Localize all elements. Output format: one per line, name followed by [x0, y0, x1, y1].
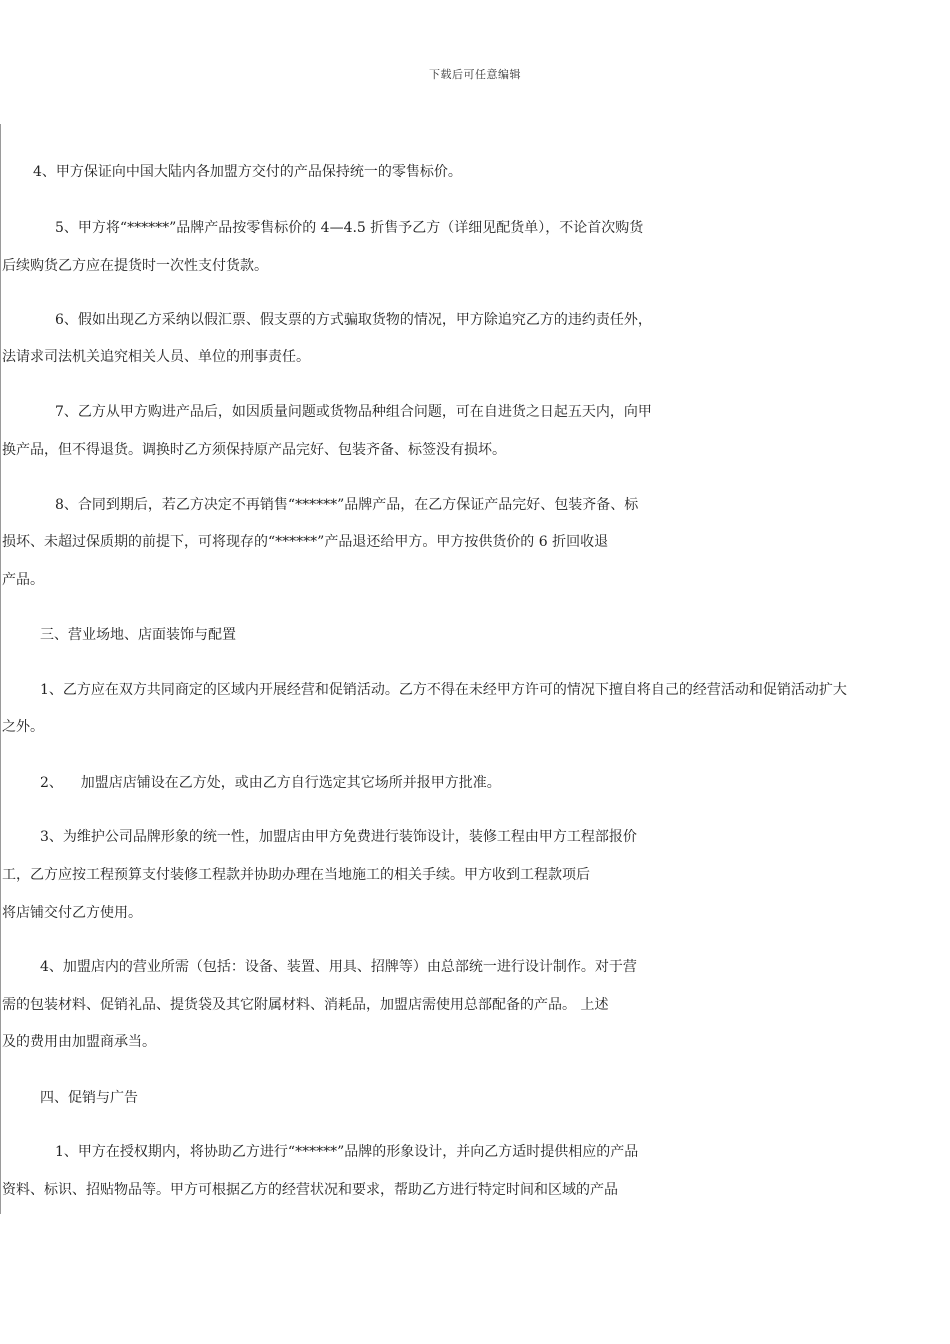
clause-2-8-line-2: 损坏、未超过保质期的前提下，可将现存的“******”产品退还给甲方。甲方按供货价的 6 折回收退: [2, 534, 609, 550]
clause-2-5-line-2: 后续购货乙方应在提货时一次性支付货款。: [2, 258, 268, 274]
clause-3-4-line-2: 需的包装材料、促销礼品、提货袋及其它附属材料、消耗品，加盟店需使用总部配备的产品。 上述: [2, 997, 609, 1013]
clause-3-2-line-1: 2、 加盟店店铺设在乙方处，或由乙方自行选定其它场所并报甲方批准。: [40, 775, 501, 791]
section-4-heading: 四、促销与广告: [40, 1090, 138, 1106]
clause-3-4-line-1: 4、加盟店内的营业所需（包括：设备、装置、用具、招牌等）由总部统一进行设计制作。对于营: [40, 959, 637, 975]
clause-4-1-line-1: 1、甲方在授权期内，将协助乙方进行“******”品牌的形象设计，并向乙方适时提供相应的产品: [55, 1144, 639, 1160]
clause-4-1-line-2: 资料、标识、招贴物品等。甲方可根据乙方的经营状况和要求，帮助乙方进行特定时间和区域的产品: [2, 1182, 618, 1198]
clause-3-3-line-3: 将店铺交付乙方使用。: [2, 905, 142, 921]
clause-2-5-line-1: 5、甲方将“******”品牌产品按零售标价的 4—4.5 折售予乙方（详细见配货单），不论首次购货: [55, 220, 644, 236]
clause-2-7-line-2: 换产品，但不得退货。调换时乙方须保持原产品完好、包装齐备、标签没有损坏。: [2, 442, 506, 458]
clause-2-6-line-2: 法请求司法机关追究相关人员、单位的刑事责任。: [2, 349, 310, 365]
left-margin-rule: [0, 124, 1, 1214]
clause-3-1-line-2: 之外。: [2, 719, 44, 735]
clause-2-8-line-3: 产品。: [2, 572, 44, 588]
clause-2-4-line-1: 4、甲方保证向中国大陆内各加盟方交付的产品保持统一的零售标价。: [33, 164, 462, 180]
clause-3-3-line-2: 工，乙方应按工程预算支付装修工程款并协助办理在当地施工的相关手续。甲方收到工程款项后: [2, 867, 590, 883]
clause-3-3-line-1: 3、为维护公司品牌形象的统一性，加盟店由甲方免费进行装饰设计，装修工程由甲方工程部报价: [40, 829, 637, 845]
clause-3-4-line-3: 及的费用由加盟商承当。: [2, 1034, 156, 1050]
page-header: 下载后可任意编辑: [429, 68, 521, 81]
clause-2-6-line-1: 6、假如出现乙方采纳以假汇票、假支票的方式骗取货物的情况，甲方除追究乙方的违约责任外，: [55, 312, 652, 328]
clause-2-7-line-1: 7、乙方从甲方购进产品后，如因质量问题或货物品种组合问题，可在自进货之日起五天内，向甲: [55, 404, 652, 420]
clause-2-8-line-1: 8、合同到期后，若乙方决定不再销售“******”品牌产品，在乙方保证产品完好、包装齐备、标: [55, 497, 639, 513]
clause-3-1-line-1: 1、乙方应在双方共同商定的区域内开展经营和促销活动。乙方不得在未经甲方许可的情况下擅自将自己的经营活动和促销活动扩大: [40, 682, 847, 698]
section-3-heading: 三、营业场地、店面装饰与配置: [40, 627, 236, 643]
